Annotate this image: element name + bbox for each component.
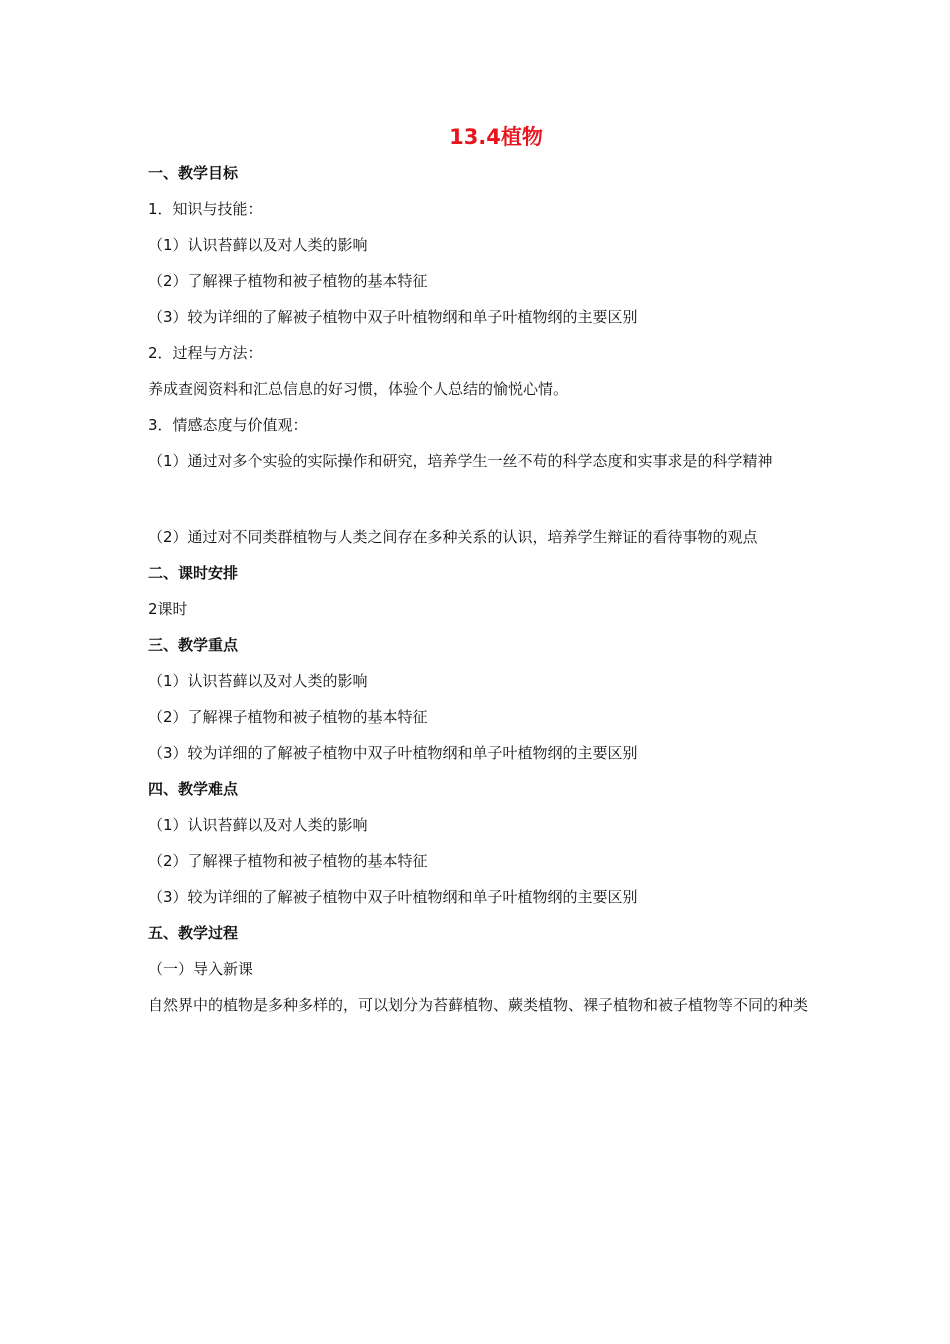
section-heading-objectives: 一、教学目标 <box>148 164 239 182</box>
intro-paragraph: 自然界中的植物是多种多样的，可以划分为苔藓植物、蕨类植物、裸子植物和被子植物等不同的种类 <box>148 996 809 1014</box>
section-heading-schedule: 二、课时安排 <box>148 564 239 582</box>
objective-item-1: （1）认识苔藓以及对人类的影响 <box>148 236 368 254</box>
subheading-process-method: 2．过程与方法： <box>148 344 263 362</box>
section-heading-key-points: 三、教学重点 <box>148 636 239 654</box>
subheading-attitude-values: 3．情感态度与价值观： <box>148 416 308 434</box>
attitude-item-1: （1）通过对多个实验的实际操作和研究，培养学生一丝不苟的科学态度和实事求是的科学精神 <box>148 452 773 470</box>
key-point-item-2: （2）了解裸子植物和被子植物的基本特征 <box>148 708 428 726</box>
difficulty-item-1: （1）认识苔藓以及对人类的影响 <box>148 816 368 834</box>
process-method-text: 养成查阅资料和汇总信息的好习惯，体验个人总结的愉悦心情。 <box>148 380 569 398</box>
objective-item-3: （3）较为详细的了解被子植物中双子叶植物纲和单子叶植物纲的主要区别 <box>148 308 638 326</box>
attitude-item-2: （2）通过对不同类群植物与人类之间存在多种关系的认识，培养学生辩证的看待事物的观点 <box>148 528 758 546</box>
section-heading-process: 五、教学过程 <box>148 924 239 942</box>
objective-item-2: （2）了解裸子植物和被子植物的基本特征 <box>148 272 428 290</box>
process-step-intro: （一）导入新课 <box>148 960 254 978</box>
difficulty-item-2: （2）了解裸子植物和被子植物的基本特征 <box>148 852 428 870</box>
difficulty-item-3: （3）较为详细的了解被子植物中双子叶植物纲和单子叶植物纲的主要区别 <box>148 888 638 906</box>
schedule-text: 2课时 <box>148 600 188 618</box>
subheading-knowledge-skills: 1．知识与技能： <box>148 200 263 218</box>
section-heading-difficulties: 四、教学难点 <box>148 780 239 798</box>
key-point-item-3: （3）较为详细的了解被子植物中双子叶植物纲和单子叶植物纲的主要区别 <box>148 744 638 762</box>
document-title: 13.4植物 <box>449 125 543 149</box>
key-point-item-1: （1）认识苔藓以及对人类的影响 <box>148 672 368 690</box>
